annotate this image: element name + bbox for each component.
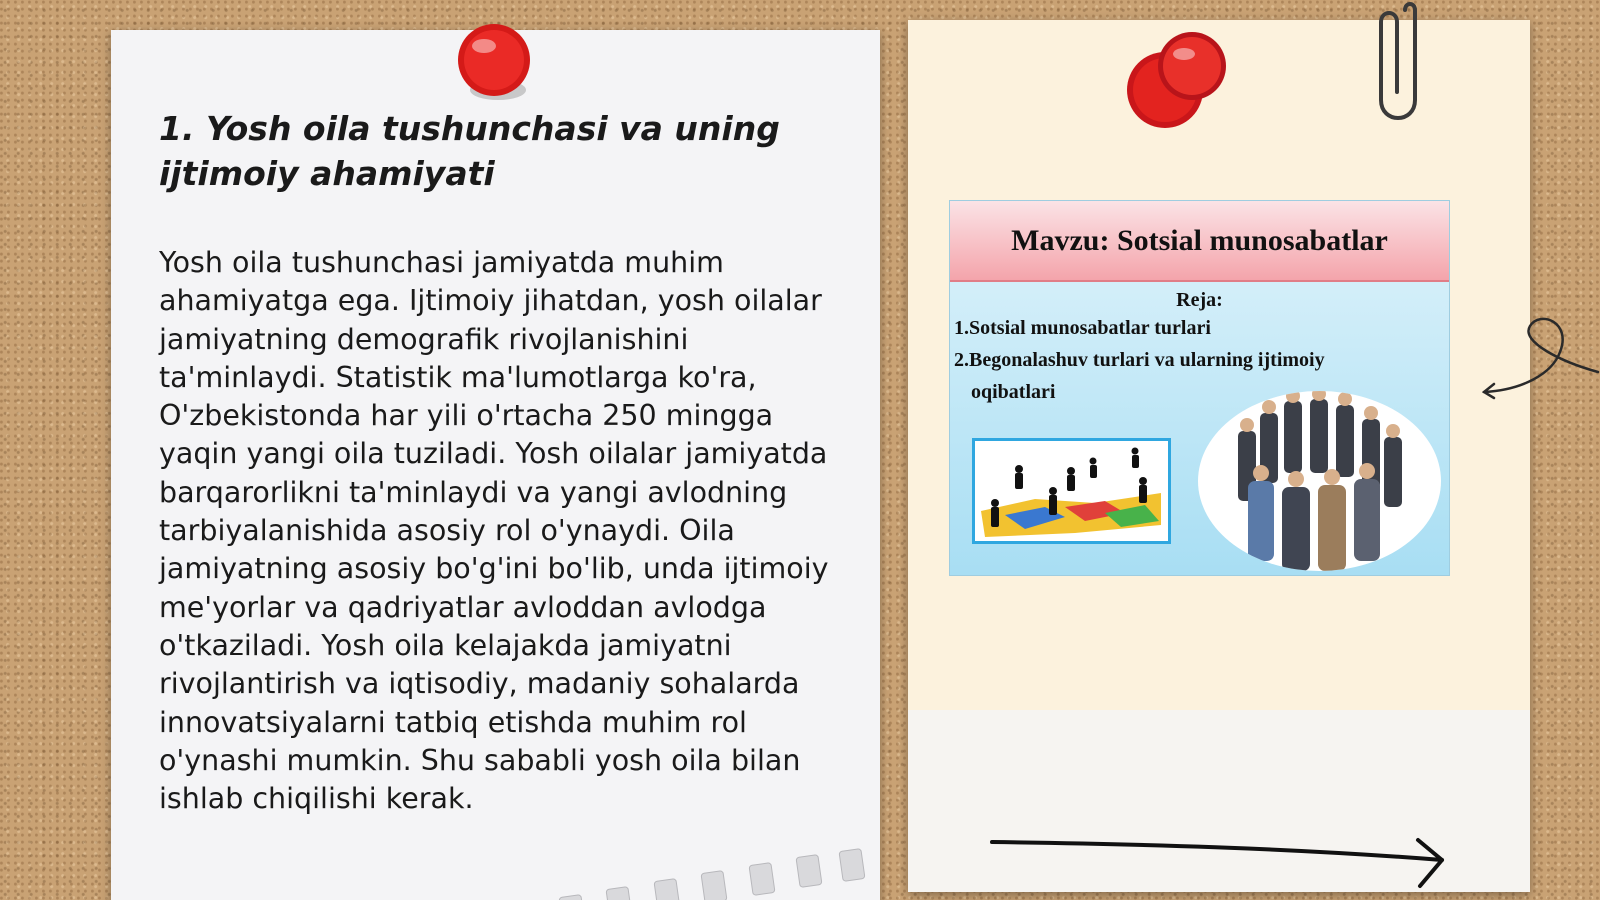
push-pin-icon [450,18,540,108]
slide-plan-item-2: 2.Begonalashuv turlari va ularning ijtimoiy [954,349,1325,371]
business-group-image [1198,391,1441,571]
slide-plan-item-2-cont: oqibatlari [971,381,1056,403]
slide-plan-label: Reja: [1176,289,1223,311]
card-heading: 1. Yosh oila tushunchasi va uning ijtimoiy ahamiyati [159,109,780,193]
paper-clip-icon [1375,0,1419,130]
notebook-spiral-decoration [311,830,871,900]
slide-preview [949,200,1450,576]
scribble-arrow-icon [1482,312,1600,408]
left-note-card [111,30,880,900]
arrow-right-icon [990,836,1450,896]
slide-title: Mavzu: Sotsial munosabatlar [950,201,1449,282]
card-body-text: Yosh oila tushunchasi jamiyatda muhim ahamiyatga ega. Ijtimoiy jihatdan, yosh oilalar jamiyatning demografik rivojlanishini ta'minlaydi. Statistik ma'lumotlarga ko'ra, O'zbekistonda har yili o'rtacha 250 mingga yaqin yangi oila tuziladi. Yosh oilalar jamiyatda barqarorlikni ta'minlaydi va yangi avlodning tarbiyalanishida asosiy rol o'ynaydi. Oila jamiyatning asosiy bo'g'ini bo'lib, unda ijtimoiy me'yorlar va qadriyatlar avloddan avlodga o'tkaziladi. Yosh oila kelajakda jamiyatni rivojlantirish va iqtisodiy, madaniy sohalarda innovatsiyalarni tatbiq etishda muhim rol o'ynashi mumkin. Shu sababli yosh oila bilan ishlab chiqilishi kerak. [159,246,829,816]
puzzle-people-image [972,438,1171,544]
slide-plan-item-1: 1.Sotsial munosabatlar turlari [954,317,1211,339]
push-pin-icon [1120,28,1230,138]
